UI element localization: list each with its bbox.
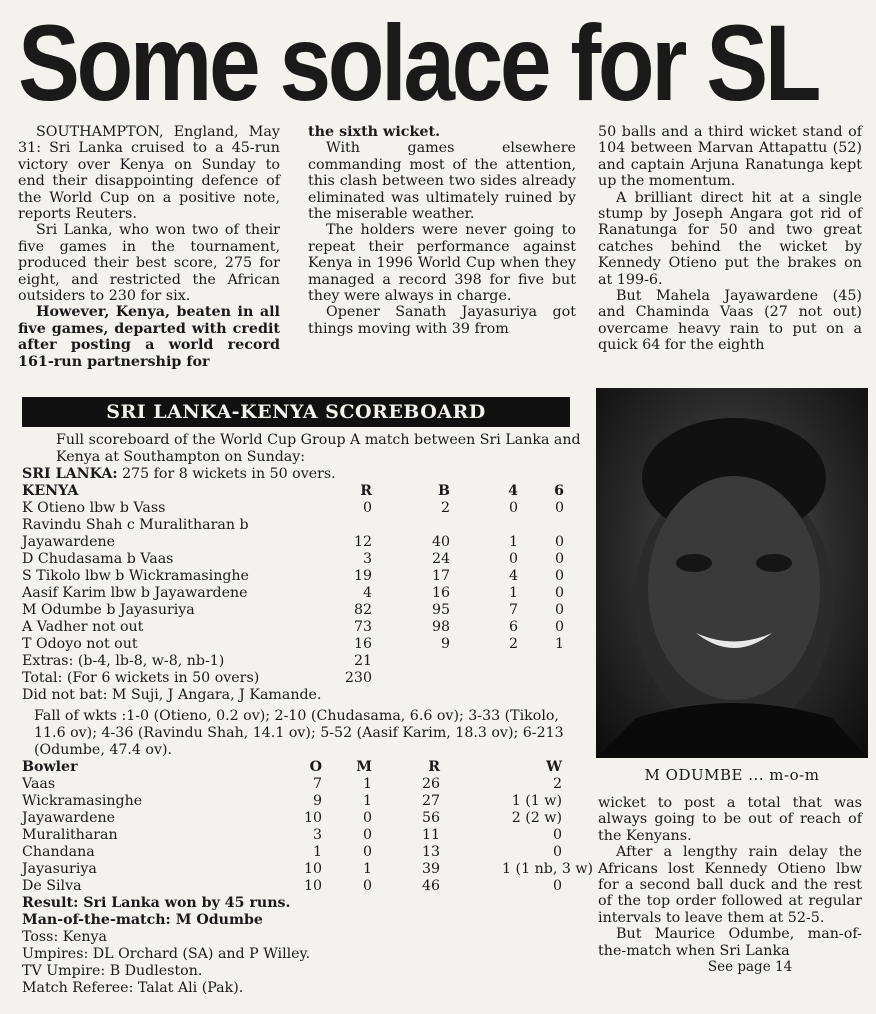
article-column-3-continued [598, 795, 862, 975]
cell-name: Aasif Karim lbw b Jayawardene [22, 585, 248, 601]
cell-value: 0 [552, 827, 562, 843]
sri-lanka-total [22, 466, 582, 483]
article-column-1 [18, 124, 280, 370]
player-photo [596, 388, 868, 758]
cell-value: 3 [362, 551, 372, 567]
cell-value: 0 [362, 810, 372, 826]
cell-value: 0 [508, 551, 518, 567]
cell-value: 26 [421, 776, 440, 792]
cell-value: 0 [554, 568, 564, 584]
table-row [22, 653, 582, 670]
cell-name: Jayasuriya [22, 861, 97, 877]
cell-value: 6 [554, 483, 564, 499]
cell-value: 6 [508, 619, 518, 635]
table-row [22, 619, 582, 636]
cell-name: Wickramasinghe [22, 793, 143, 809]
cell-value: R [428, 759, 440, 775]
cell-value: 0 [554, 534, 564, 550]
cell-name: Bowler [22, 759, 78, 775]
cell-name: Jayawardene [22, 534, 116, 550]
cell-value: 24 [431, 551, 450, 567]
paragraph: Opener Sanath Jayasuriya got things moving with 39 from [308, 304, 576, 337]
cell-value: 7 [312, 776, 322, 792]
cell-value: 1 [508, 585, 518, 601]
sri-lanka-label: SRI LANKA: [22, 466, 118, 482]
toss: Toss: Kenya [22, 929, 107, 945]
cell-name: A Vadher not out [22, 619, 144, 635]
paragraph-bold: the sixth wicket. [308, 124, 441, 140]
article-column-2 [308, 124, 576, 337]
headline: Some solace for SL [18, 2, 819, 123]
cell-value: 73 [353, 619, 372, 635]
cell-value: 0 [554, 619, 564, 635]
cell-name: Did not bat: M Suji, J Angara, J Kamande. [22, 687, 322, 703]
cell-value: 19 [353, 568, 372, 584]
cell-value: 9 [312, 793, 322, 809]
cell-value: 10 [303, 861, 322, 877]
cell-value: 1 [508, 534, 518, 550]
sri-lanka-score: 275 for 8 wickets in 50 overs. [117, 466, 336, 482]
cell-value: 4 [362, 585, 372, 601]
man-of-the-match: Man-of-the-match: M Odumbe [22, 912, 263, 928]
paragraph: wicket to post a total that was always going to be out of reach of the Kenyans. [598, 795, 862, 844]
cell-value: 9 [440, 636, 450, 652]
cell-value: W [546, 759, 562, 775]
cell-value: 16 [353, 636, 372, 652]
cell-value: R [360, 483, 372, 499]
cell-value: 230 [344, 670, 372, 686]
table-row [22, 670, 582, 687]
table-row [22, 585, 582, 602]
scoreboard-intro: Full scoreboard of the World Cup Group A match between Sri Lanka and Kenya at Southampton on Sunday: [56, 432, 581, 465]
cell-name: Total: (For 6 wickets in 50 overs) [22, 670, 260, 686]
match-referee: Match Referee: Talat Ali (Pak). [22, 980, 244, 996]
cell-name: Jayawardene [22, 810, 116, 826]
table-row [22, 844, 582, 861]
cell-value: 17 [431, 568, 450, 584]
cell-value: 0 [362, 827, 372, 843]
table-row [22, 810, 582, 827]
table-row [22, 551, 582, 568]
see-page-link[interactable]: See page 14 [707, 959, 793, 976]
cell-value: 13 [421, 844, 440, 860]
cell-value: 0 [362, 500, 372, 516]
cell-value: B [438, 483, 450, 499]
cell-value: 2 [508, 636, 518, 652]
cell-value: 0 [508, 500, 518, 516]
table-row [22, 534, 582, 551]
cell-value: 40 [431, 534, 450, 550]
cell-value: 56 [421, 810, 440, 826]
table-row [22, 776, 582, 793]
cell-value: 98 [431, 619, 450, 635]
cell-value: 2 [552, 776, 562, 792]
cell-value: 1 [362, 793, 372, 809]
table-row [22, 687, 582, 704]
cell-name: K Otieno lbw b Vass [22, 500, 166, 516]
cell-value: 1 [362, 776, 372, 792]
table-row [22, 517, 582, 534]
bowling-table [22, 759, 594, 895]
paragraph: 50 balls and a third wicket stand of 104 between Marvan Attapattu (52) and captain Arjuna Ranatunga kept up the momentum. [598, 124, 862, 190]
cell-value: 0 [552, 878, 562, 894]
cell-name: Ravindu Shah c Muralitharan b [22, 517, 249, 533]
cell-value: 16 [431, 585, 450, 601]
cell-value: 7 [508, 602, 518, 618]
cell-value: 4 [508, 568, 518, 584]
paragraph: A brilliant direct hit at a single stump by Joseph Angara got rid of Ranatunga for 50 and two great catches behind the wicket by Kennedy Otieno put the brakes on at 199-6. [598, 189, 862, 288]
scoreboard [22, 432, 594, 997]
paragraph-bold: However, Kenya, beaten in all five games, departed with credit after posting a world record 161-run partnership for [18, 304, 280, 370]
cell-value: 0 [554, 602, 564, 618]
paragraph: But Maurice Odumbe, man-of-the-match when Sri Lanka [598, 926, 862, 959]
cell-value: 10 [303, 878, 322, 894]
table-row [22, 878, 582, 895]
cell-value: 10 [303, 810, 322, 826]
cell-name: KENYA [22, 483, 79, 499]
cell-name: T Odoyo not out [22, 636, 138, 652]
table-header-row [22, 483, 582, 500]
batting-table [22, 483, 582, 704]
photo-caption: M ODUMBE ... m-o-m [644, 766, 820, 784]
tv-umpire: TV Umpire: B Dudleston. [22, 963, 203, 979]
paragraph: The holders were never going to repeat their performance against Kenya in 1996 World Cup when they managed a record 398 for five but they were always in charge. [308, 222, 576, 305]
cell-value: 3 [312, 827, 322, 843]
match-result: Result: Sri Lanka won by 45 runs. [22, 895, 291, 911]
cell-value: 0 [362, 844, 372, 860]
cell-value: 11 [421, 827, 440, 843]
umpires: Umpires: DL Orchard (SA) and P Willey. [22, 946, 311, 962]
cell-value: O [309, 759, 322, 775]
cell-value: 0 [554, 585, 564, 601]
paragraph: With games elsewhere commanding most of the attention, this clash between two sides already eliminated was ultimately ruined by the miserable weather. [308, 140, 576, 223]
cell-value: 0 [552, 844, 562, 860]
table-row [22, 861, 594, 878]
table-row [22, 500, 582, 517]
cell-value: 82 [353, 602, 372, 618]
cell-value: 0 [554, 551, 564, 567]
cell-name: Muralitharan [22, 827, 118, 843]
cell-value: 21 [353, 653, 372, 669]
cell-name: Vaas [22, 776, 56, 792]
table-row [22, 568, 582, 585]
cell-value: 46 [421, 878, 440, 894]
cell-value: 1 (1 w) [511, 793, 562, 809]
paragraph: SOUTHAMPTON, England, May 31: Sri Lanka cruised to a 45-run victory over Kenya on Sunday to end their disappointing defence of the World Cup on a positive note, reports Reuters. [18, 124, 280, 223]
cell-name: Extras: (b-4, lb-8, w-8, nb-1) [22, 653, 225, 669]
scoreboard-banner: SRI LANKA-KENYA SCOREBOARD [22, 397, 570, 427]
article-column-3 [598, 124, 862, 354]
cell-name: Chandana [22, 844, 95, 860]
cell-value: 1 [362, 861, 372, 877]
cell-value: M [356, 759, 372, 775]
cell-value: 27 [421, 793, 440, 809]
paragraph: Sri Lanka, who won two of their five games in the tournament, produced their best score, 275 for eight, and restricted the African outsiders to 230 for six. [18, 222, 280, 305]
paragraph: After a lengthy rain delay the Africans lost Kennedy Otieno lbw for a second ball duck and the rest of the top order followed at regular intervals to leave them at 52-5. [598, 844, 862, 926]
cell-value: 1 [312, 844, 322, 860]
fall-of-wickets: Fall of wkts :1-0 (Otieno, 0.2 ov); 2-10 (Chudasama, 6.6 ov); 3-33 (Tikolo, 11.6 ov); 4-36 (Ravindu Shah, 14.1 ov); 5-52 (Aasif Karim, 18.3 ov); 6-213 (Odumbe, 47.4 ov). [34, 708, 564, 758]
player-portrait-image [596, 388, 868, 758]
cell-value: 39 [421, 861, 440, 877]
paragraph: But Mahela Jayawardene (45) and Chaminda Vaas (27 not out) overcame heavy rain to put on a quick 64 for the eighth [598, 288, 862, 354]
table-row [22, 793, 582, 810]
table-header-row [22, 759, 582, 776]
cell-name: D Chudasama b Vaas [22, 551, 174, 567]
table-row [22, 827, 582, 844]
cell-value: 0 [362, 878, 372, 894]
cell-value: 0 [554, 500, 564, 516]
table-row [22, 636, 582, 653]
cell-value: 1 [554, 636, 564, 652]
cell-value: 95 [431, 602, 450, 618]
cell-name: M Odumbe b Jayasuriya [22, 602, 195, 618]
cell-value: 4 [508, 483, 518, 499]
cell-name: De Silva [22, 878, 82, 894]
cell-value: 2 [440, 500, 450, 516]
table-row [22, 602, 582, 619]
cell-value: 1 (1 nb, 3 w) [502, 861, 594, 877]
cell-value: 2 (2 w) [511, 810, 562, 826]
cell-name: S Tikolo lbw b Wickramasinghe [22, 568, 249, 584]
cell-value: 12 [353, 534, 372, 550]
